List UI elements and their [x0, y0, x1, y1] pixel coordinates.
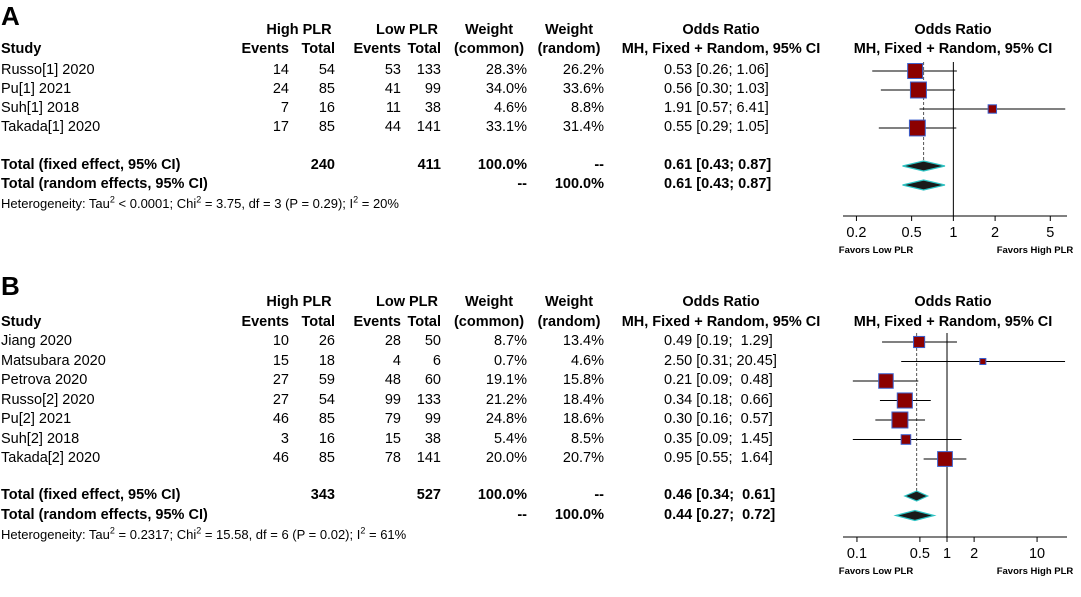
events-high-cell: 3	[280, 430, 289, 447]
total-low-cell: 99	[424, 411, 441, 427]
study-name: Jiang 2020	[1, 333, 72, 349]
heterogeneity-part: Heterogeneity: Tau	[1, 196, 110, 211]
events-low-cell: 99	[384, 391, 401, 408]
events-high-cell: 27	[272, 372, 289, 388]
total-low-cell: 99	[424, 81, 441, 97]
total-fixed-high: 343	[310, 487, 335, 503]
total-high-cell: 26	[318, 333, 335, 349]
group-header-high: High PLR	[266, 294, 332, 310]
events-low-header: Events	[353, 41, 401, 57]
weight-random-cell: 18.4%	[562, 391, 604, 408]
study-point-square	[938, 452, 953, 467]
study-name: Russo[2] 2020	[1, 391, 95, 408]
weight-random-cell: 8.5%	[570, 430, 604, 447]
total-low-cell: 6	[432, 352, 441, 369]
weight-common-cell: 20.0%	[485, 450, 527, 466]
forest-plot	[840, 332, 1081, 597]
group-header-high: High PLR	[266, 22, 332, 38]
total-random-weight-common: --	[517, 176, 527, 192]
weight-random-cell: 18.6%	[562, 411, 604, 427]
plot-subheader: MH, Fixed + Random, 95% CI	[853, 314, 1053, 330]
total-low-cell: 133	[416, 62, 441, 78]
total-random-weight-random: 100.0%	[554, 506, 604, 523]
random-effect-diamond	[896, 511, 934, 521]
panel-label: B	[1, 271, 20, 301]
total-random-weight-common: --	[517, 506, 527, 523]
superscript: 2	[196, 525, 202, 536]
weight-random-cell: 20.7%	[562, 450, 604, 466]
weight-random-header: Weight	[544, 22, 594, 38]
favors-right-label: Favors High PLR	[996, 245, 1074, 256]
odds-ratio-subheader: MH, Fixed + Random, 95% CI	[621, 314, 821, 330]
fixed-effect-diamond	[903, 161, 945, 171]
events-low-header: Events	[353, 314, 401, 330]
weight-common-subheader: (common)	[453, 314, 525, 330]
total-high-cell: 85	[318, 411, 335, 427]
events-low-cell: 79	[384, 411, 401, 427]
total-fixed-weight-random: --	[594, 487, 604, 503]
weight-common-cell: 0.7%	[493, 352, 527, 369]
or-ci-cell: 0.21 [0.09; 0.48]	[664, 372, 773, 388]
total-fixed-low: 527	[416, 487, 441, 503]
x-tick-label: 2	[991, 225, 1000, 241]
weight-random-cell: 26.2%	[562, 62, 604, 78]
events-low-cell: 44	[384, 119, 401, 135]
events-low-cell: 4	[392, 352, 401, 369]
total-high-cell: 85	[318, 81, 335, 97]
total-random-ci: 0.44 [0.27; 0.72]	[664, 506, 776, 523]
weight-common-cell: 28.3%	[485, 62, 527, 78]
x-tick-label: 1	[949, 225, 958, 241]
study-name: Takada[1] 2020	[1, 119, 101, 135]
total-high-cell: 18	[318, 352, 335, 369]
plot-header: Odds Ratio	[914, 22, 992, 38]
total-low-header: Total	[407, 314, 441, 330]
total-low-cell: 38	[424, 100, 441, 116]
study-name: Takada[2] 2020	[1, 450, 101, 466]
or-ci-cell: 0.56 [0.30; 1.03]	[664, 81, 769, 97]
total-high-cell: 54	[318, 391, 335, 408]
total-fixed-high: 240	[310, 157, 335, 173]
total-fixed-ci: 0.61 [0.43; 0.87]	[664, 157, 772, 173]
odds-ratio-header: Odds Ratio	[682, 22, 760, 38]
x-tick-label: 10	[1028, 546, 1046, 562]
total-fixed-ci: 0.46 [0.34; 0.61]	[664, 487, 776, 503]
total-low-cell: 60	[424, 372, 441, 388]
x-tick-label: 0.2	[846, 225, 867, 241]
events-high-cell: 46	[272, 411, 289, 427]
study-name: Suh[2] 2018	[1, 430, 80, 447]
total-high-header: Total	[301, 41, 335, 57]
total-random-weight-random: 100.0%	[554, 176, 604, 192]
study-name: Pu[2] 2021	[1, 411, 72, 427]
group-header-low: Low PLR	[375, 294, 439, 310]
study-name: Russo[1] 2020	[1, 62, 95, 78]
weight-common-cell: 24.8%	[485, 411, 527, 427]
study-point-square	[897, 393, 912, 408]
total-low-cell: 141	[416, 119, 441, 135]
events-high-cell: 7	[280, 100, 289, 116]
events-low-cell: 41	[384, 81, 401, 97]
favors-left-label: Favors Low PLR	[838, 245, 914, 256]
superscript: 2	[196, 194, 202, 205]
study-point-square	[908, 64, 923, 79]
heterogeneity-part: = 61%	[365, 526, 407, 542]
weight-random-cell: 31.4%	[562, 119, 604, 135]
weight-common-header: Weight	[464, 294, 514, 310]
odds-ratio-subheader: MH, Fixed + Random, 95% CI	[621, 41, 821, 57]
study-point-square	[910, 82, 926, 98]
x-tick-label: 1	[942, 546, 952, 562]
events-high-cell: 10	[272, 333, 289, 349]
total-high-cell: 85	[318, 119, 335, 135]
heterogeneity-part: = 0.2317; Chi	[114, 526, 197, 542]
total-fixed-weight-random: --	[594, 157, 604, 173]
study-point-square	[901, 435, 911, 445]
x-tick-label: 0.1	[846, 546, 868, 562]
odds-ratio-header: Odds Ratio	[682, 294, 760, 310]
study-name: Matsubara 2020	[1, 352, 106, 369]
total-high-cell: 59	[318, 372, 335, 388]
heterogeneity-text	[1, 526, 406, 543]
weight-common-cell: 4.6%	[493, 100, 527, 116]
superscript: 2	[109, 525, 115, 536]
study-name: Petrova 2020	[1, 372, 88, 388]
events-high-cell: 46	[272, 450, 289, 466]
forest-panel-b	[0, 270, 1081, 581]
or-ci-cell: 0.55 [0.29; 1.05]	[664, 119, 769, 135]
total-low-cell: 133	[416, 391, 441, 408]
weight-common-cell: 34.0%	[485, 81, 527, 97]
weight-common-cell: 33.1%	[485, 119, 527, 135]
weight-common-subheader: (common)	[453, 41, 525, 57]
or-ci-cell: 0.49 [0.19; 1.29]	[664, 333, 773, 349]
study-name: Pu[1] 2021	[1, 81, 72, 97]
fixed-effect-diamond	[905, 491, 928, 501]
heterogeneity-part: = 15.58, df = 6 (P = 0.02); I	[201, 526, 361, 542]
total-fixed-low: 411	[417, 157, 441, 173]
study-column-header: Study	[1, 314, 42, 330]
events-high-cell: 17	[272, 119, 289, 135]
study-point-square	[879, 374, 894, 389]
favors-right-label: Favors High PLR	[996, 566, 1074, 577]
weight-random-cell: 13.4%	[562, 333, 604, 349]
study-point-square	[892, 412, 908, 428]
study-column-header: Study	[1, 41, 42, 57]
superscript: 2	[353, 194, 359, 205]
total-random-label: Total (random effects, 95% CI)	[1, 176, 208, 192]
x-tick-label: 5	[1046, 225, 1055, 241]
total-high-cell: 16	[318, 430, 335, 447]
events-high-header: Events	[241, 314, 289, 330]
weight-common-cell: 5.4%	[493, 430, 527, 447]
weight-random-subheader: (random)	[537, 41, 601, 57]
superscript: 2	[360, 525, 366, 536]
weight-random-cell: 8.8%	[570, 100, 604, 116]
events-high-cell: 27	[272, 391, 289, 408]
x-tick-label: 0.5	[901, 225, 922, 241]
weight-common-header: Weight	[464, 22, 514, 38]
total-low-header: Total	[407, 41, 441, 57]
total-high-cell: 85	[318, 450, 335, 466]
events-low-cell: 28	[384, 333, 401, 349]
events-low-cell: 11	[385, 100, 401, 116]
or-ci-cell: 0.34 [0.18; 0.66]	[664, 391, 773, 408]
or-ci-cell: 2.50 [0.31; 20.45]	[664, 352, 777, 369]
events-low-cell: 78	[384, 450, 401, 466]
x-tick-label: 0.5	[909, 546, 930, 562]
study-point-square	[909, 120, 925, 136]
weight-common-cell: 19.1%	[485, 372, 527, 388]
weight-random-cell: 15.8%	[562, 372, 604, 388]
or-ci-cell: 0.35 [0.09; 1.45]	[664, 430, 773, 447]
study-point-square	[988, 105, 996, 113]
heterogeneity-text	[1, 195, 399, 212]
or-ci-cell: 0.95 [0.55; 1.64]	[664, 450, 773, 466]
events-low-cell: 48	[384, 372, 401, 388]
total-fixed-label: Total (fixed effect, 95% CI)	[1, 157, 181, 173]
superscript: 2	[109, 194, 115, 205]
total-fixed-label: Total (fixed effect, 95% CI)	[1, 487, 181, 503]
weight-random-header: Weight	[544, 294, 594, 310]
weight-common-cell: 8.7%	[493, 333, 527, 349]
plot-subheader: MH, Fixed + Random, 95% CI	[853, 41, 1053, 57]
study-name: Suh[1] 2018	[1, 100, 80, 116]
total-high-cell: 16	[318, 100, 335, 116]
or-ci-cell: 0.53 [0.26; 1.06]	[664, 62, 769, 78]
total-fixed-weight-common: 100.0%	[477, 157, 527, 173]
total-low-cell: 38	[424, 430, 441, 447]
heterogeneity-part: = 20%	[358, 196, 399, 211]
random-effect-diamond	[903, 180, 945, 190]
total-random-ci: 0.61 [0.43; 0.87]	[664, 176, 772, 192]
weight-common-cell: 21.2%	[485, 391, 527, 408]
heterogeneity-part: < 0.0001; Chi	[114, 196, 197, 211]
total-random-label: Total (random effects, 95% CI)	[1, 506, 208, 523]
total-high-cell: 54	[318, 62, 335, 78]
forest-plot	[840, 59, 1081, 276]
events-high-cell: 15	[272, 352, 289, 369]
events-high-cell: 24	[272, 81, 289, 97]
panel-label: A	[1, 1, 20, 31]
events-high-header: Events	[241, 41, 289, 57]
heterogeneity-part: = 3.75, df = 3 (P = 0.29); I	[201, 196, 354, 211]
events-high-cell: 14	[272, 62, 289, 78]
heterogeneity-part: Heterogeneity: Tau	[1, 526, 110, 542]
forest-panel-a	[0, 0, 1081, 290]
plot-header: Odds Ratio	[914, 294, 992, 310]
or-ci-cell: 1.91 [0.57; 6.41]	[664, 100, 769, 116]
group-header-low: Low PLR	[375, 22, 439, 38]
weight-random-subheader: (random)	[537, 314, 601, 330]
total-low-cell: 141	[416, 450, 441, 466]
x-tick-label: 2	[970, 546, 979, 562]
total-high-header: Total	[301, 314, 335, 330]
events-low-cell: 15	[384, 430, 401, 447]
events-low-cell: 53	[384, 62, 401, 78]
study-point-square	[980, 358, 986, 364]
total-low-cell: 50	[424, 333, 441, 349]
weight-random-cell: 33.6%	[562, 81, 604, 97]
weight-random-cell: 4.6%	[570, 352, 604, 369]
study-point-square	[914, 336, 925, 347]
favors-left-label: Favors Low PLR	[838, 566, 914, 577]
or-ci-cell: 0.30 [0.16; 0.57]	[664, 411, 773, 427]
total-fixed-weight-common: 100.0%	[477, 487, 527, 503]
